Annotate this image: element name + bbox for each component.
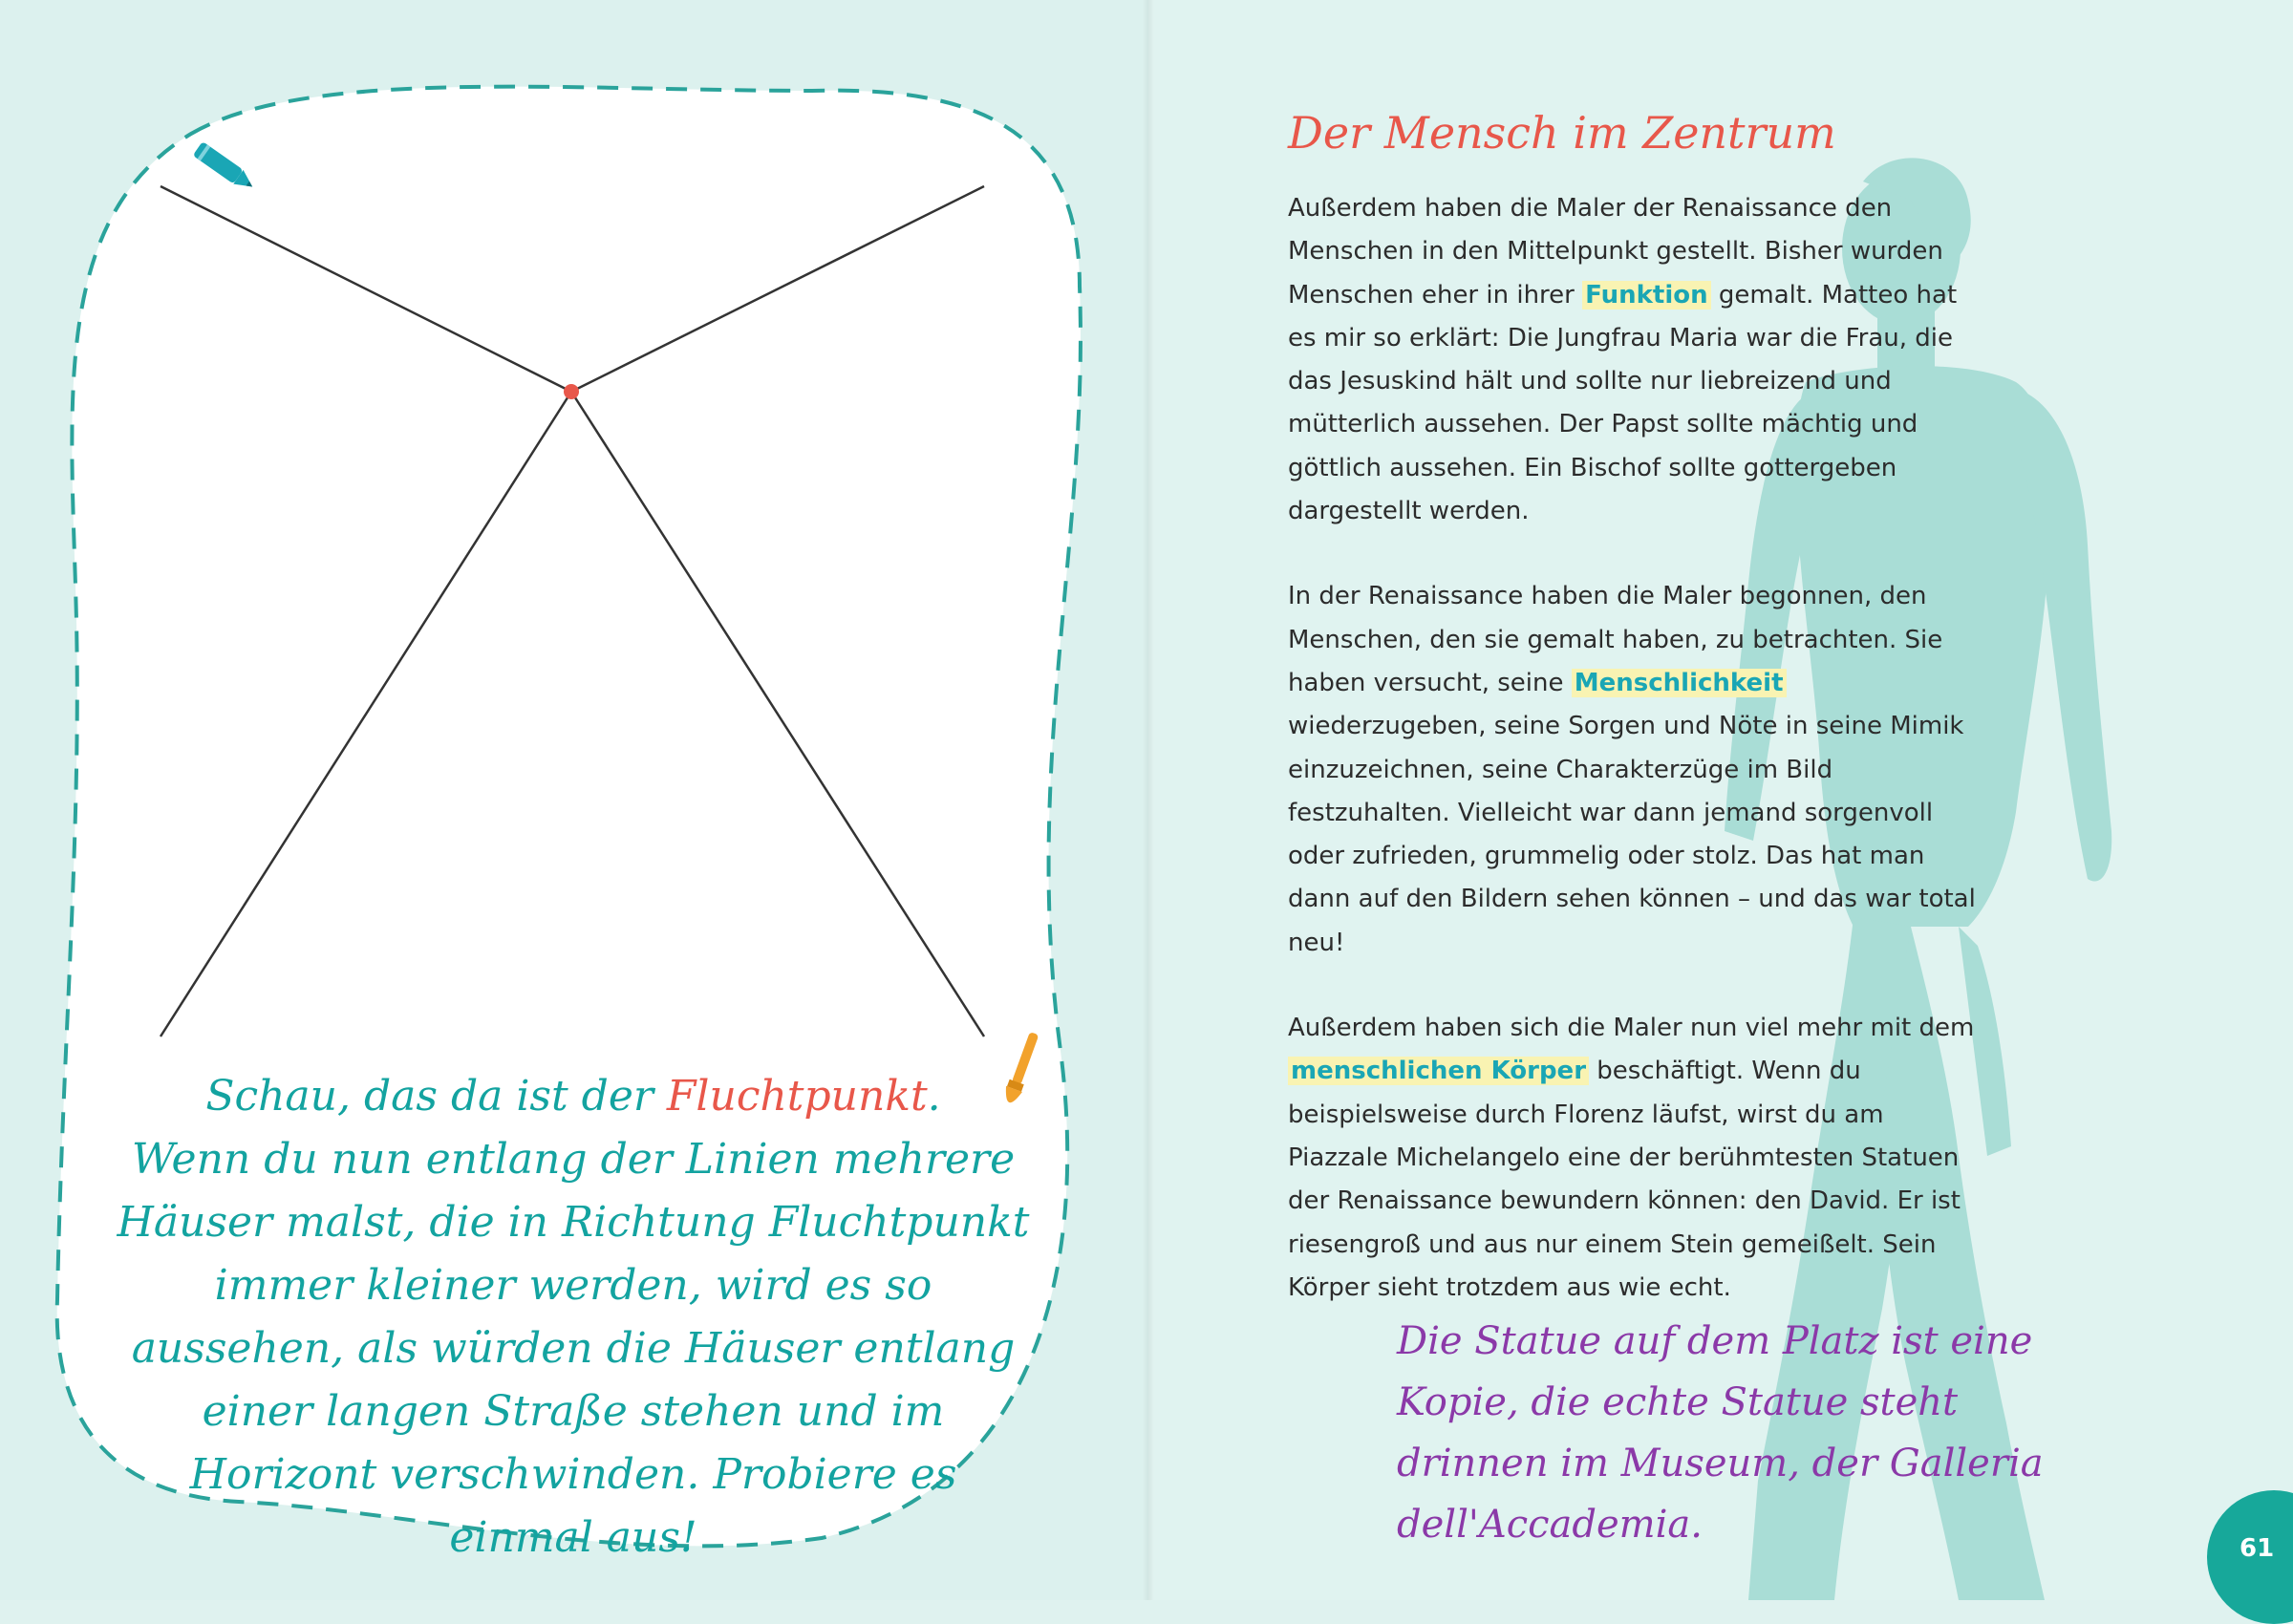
keyword-funktion: Funktion (1582, 281, 1711, 310)
paragraph-1 (1288, 187, 1976, 533)
activity-period: . (927, 1072, 941, 1121)
page-number: 61 (2239, 1534, 2275, 1563)
paragraph-2-start: In der Renaissance haben die Maler begonnen, den Menschen, den sie gemalt haben, zu betrachten. Sie haben versucht, seine (1288, 582, 1943, 697)
paragraph-3-start: Außerdem haben sich die Maler nun viel mehr mit dem (1288, 1014, 1975, 1043)
paragraph-3 (1288, 1007, 1976, 1310)
activity-text-start: Schau, das da ist der (205, 1072, 667, 1121)
paragraph-2-end: wiederzugeben, seine Sorgen und Nöte in seine Mimik einzuzeichnen, seine Charakterzüge im Bild festzuhalten. Vielleicht war dann jemand sorgenvoll oder zufrieden, grummelig oder stolz. Das hat man dann auf den Bildern sehen können – und das war total neu! (1288, 712, 1976, 957)
vanishing-point (564, 384, 579, 399)
activity-instructions (115, 1065, 1032, 1570)
guide-line-bottom-left (161, 392, 571, 1036)
paragraph-3-end: beschäftigt. Wenn du beispielsweise durch Florenz läufst, wirst du am Piazzale Michelangelo eine der berühmtesten Statuen der Renaissance bewundern können: den David. Er ist riesengroß und aus nur einem Stein gemeißelt. Sein Körper sieht trotzdem aus wie echt. (1288, 1057, 1961, 1302)
article-body (1288, 187, 1976, 1352)
keyword-menschlichkeit: Menschlichkeit (1572, 669, 1787, 697)
activity-text-body: Wenn du nun entlang der Linien mehrere Häuser malst, die in Richtung Fluchtpunkt immer kleiner werden, wird es so aussehen, als würden die Häuser entlang einer langen Straße stehen und im Horizont verschwinden. Probiere es einmal aus! (117, 1135, 1030, 1562)
fluchtpunkt-highlight: Fluchtpunkt (666, 1072, 928, 1121)
statue-note: Die Statue auf dem Platz ist eine Kopie, die echte Statue steht drinnen im Museum, der Galleria dell'Accademia. (1397, 1319, 2044, 1547)
keyword-menschlichen-koerper: menschlichen Körper (1288, 1057, 1589, 1085)
paragraph-1-start: Außerdem haben die Maler der Renaissance den Menschen in den Mittelpunkt gestellt. Bisher wurden Menschen eher in ihrer (1288, 194, 1943, 310)
guide-line-top-right (571, 186, 984, 392)
pencil-icon (193, 141, 258, 194)
guide-line-bottom-right (571, 392, 984, 1036)
activity-first-line (115, 1065, 1032, 1128)
paragraph-1-end: gemalt. Matteo hat es mir so erklärt: Die Jungfrau Maria war die Frau, die das Jesuskind hält und sollte nur liebreizend und mütterlich aussehen. Der Papst sollte mächtig und göttlich aussehen. Ein Bischof sollte gottergeben dargestellt werden. (1288, 280, 1958, 526)
section-heading: Der Mensch im Zentrum (1288, 107, 1836, 159)
guide-line-top-left (161, 186, 571, 392)
paragraph-2 (1288, 575, 1976, 965)
